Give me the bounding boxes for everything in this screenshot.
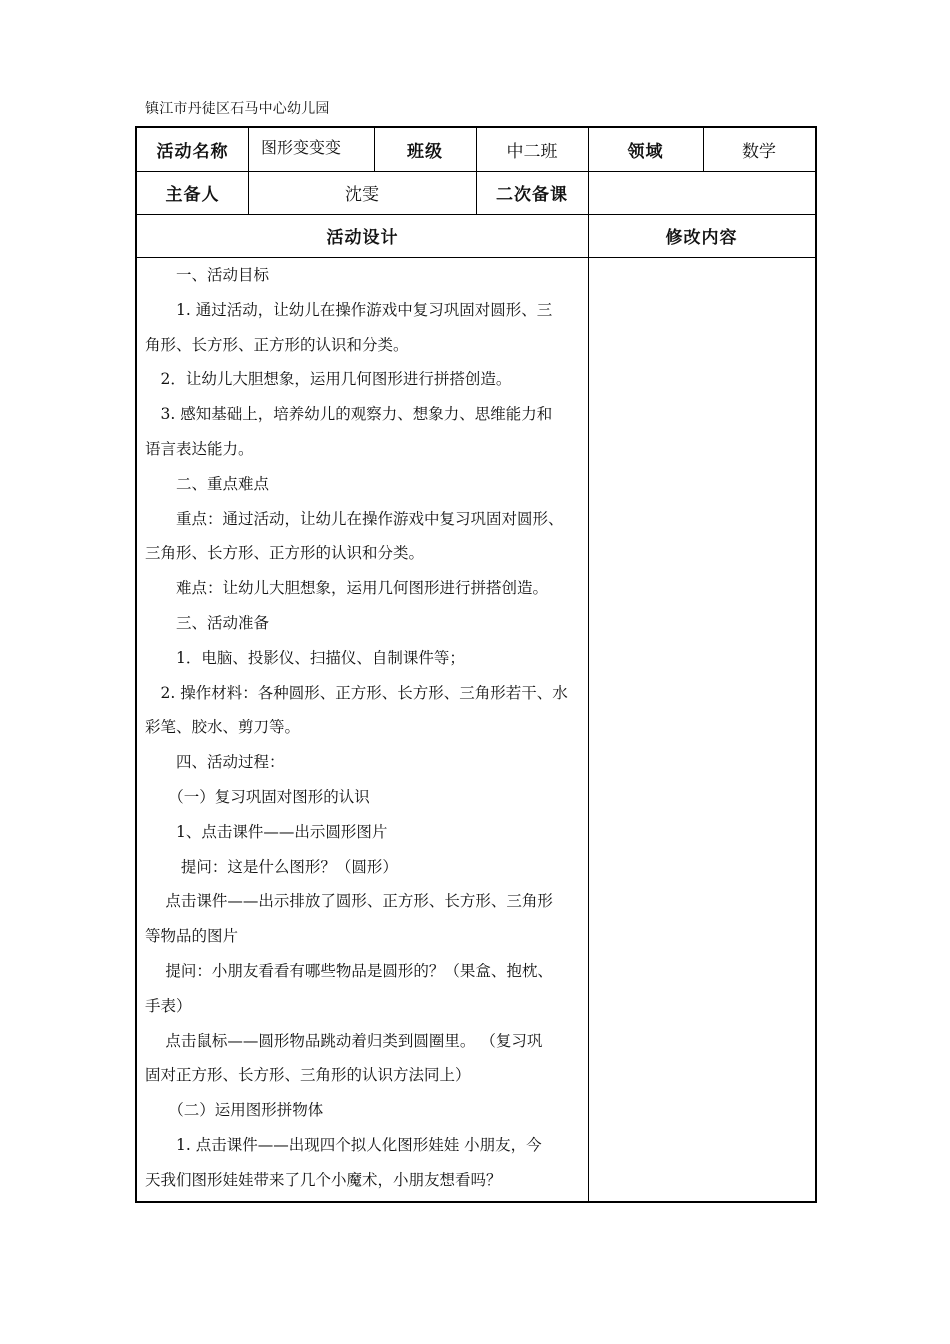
- text-line: 1. 通过活动，让幼儿在操作游戏中复习巩固对圆形、三: [145, 300, 553, 319]
- text-line: （一）复习巩固对图形的认识: [145, 787, 370, 806]
- domain-value: 数学: [742, 142, 776, 162]
- text-line: （二）运用图形拼物体: [145, 1101, 324, 1120]
- text-line: 3. 感知基础上，培养幼儿的观察力、想象力、思维能力和: [145, 405, 553, 424]
- text-line: 角形、长方形、正方形的认识和分类。: [145, 335, 409, 354]
- text-line: 提问：小朋友看看有哪些物品是圆形的？（果盒、抱枕、: [145, 961, 553, 980]
- text-line: 点击课件——出示排放了圆形、正方形、长方形、三角形: [145, 892, 553, 911]
- activity-design-content: [145, 258, 583, 1198]
- text-line: 三、活动准备: [145, 613, 270, 632]
- text-line: 四、活动过程：: [145, 753, 285, 772]
- lesson-plan-table: [135, 126, 817, 1203]
- revision-column-header: 修改内容: [665, 228, 738, 248]
- text-line: 1、点击课件——出示圆形图片: [145, 822, 388, 841]
- activity-name-value: 图形变变变: [261, 138, 342, 157]
- col-divider: [588, 128, 589, 1201]
- school-name: 镇江市丹徒区石马中心幼儿园: [145, 101, 330, 117]
- text-line: 2．让幼儿大胆想象，运用几何图形进行拼搭创造。: [145, 370, 512, 389]
- text-line: 等物品的图片: [145, 927, 239, 946]
- second-prep-value: [588, 171, 815, 214]
- text-line: 提问：这是什么图形？（圆形）: [145, 857, 398, 876]
- domain-label: 领域: [627, 142, 664, 162]
- text-line: 彩笔、胶水、剪刀等。: [145, 718, 301, 737]
- text-line: 1．电脑、投影仪、扫描仪、自制课件等；: [145, 648, 465, 667]
- text-line: 三角形、长方形、正方形的认识和分类。: [145, 544, 425, 563]
- text-line: 二、重点难点: [145, 474, 270, 493]
- text-line: 点击鼠标——圆形物品跳动着归类到圆圈里。 （复习巩: [145, 1031, 543, 1050]
- text-line: 语言表达能力。: [145, 439, 254, 458]
- second-prep-label: 二次备课: [496, 185, 568, 205]
- preparer-label: 主备人: [165, 185, 220, 205]
- class-label: 班级: [407, 142, 443, 162]
- class-value: 中二班: [506, 142, 558, 162]
- text-line: 难点：让幼儿大胆想象，运用几何图形进行拼搭创造。: [145, 579, 549, 598]
- activity-name-label: 活动名称: [156, 142, 229, 162]
- text-line: 1. 点击课件——出现四个拟人化图形娃娃 小朋友，今: [145, 1135, 542, 1154]
- text-line: 天我们图形娃娃带来了几个小魔术，小朋友想看吗？: [145, 1170, 502, 1189]
- text-line: 2. 操作材料：各种圆形、正方形、长方形、三角形若干、水: [145, 683, 568, 702]
- text-line: 一、活动目标: [145, 266, 270, 284]
- preparer-value: 沈雯: [345, 185, 379, 205]
- text-line: 手表）: [145, 996, 192, 1015]
- text-line: 固对正方形、长方形、三角形的认识方法同上）: [145, 1066, 471, 1085]
- design-column-header: 活动设计: [326, 228, 399, 248]
- text-line: 重点：通过活动，让幼儿在操作游戏中复习巩固对圆形、: [145, 509, 564, 528]
